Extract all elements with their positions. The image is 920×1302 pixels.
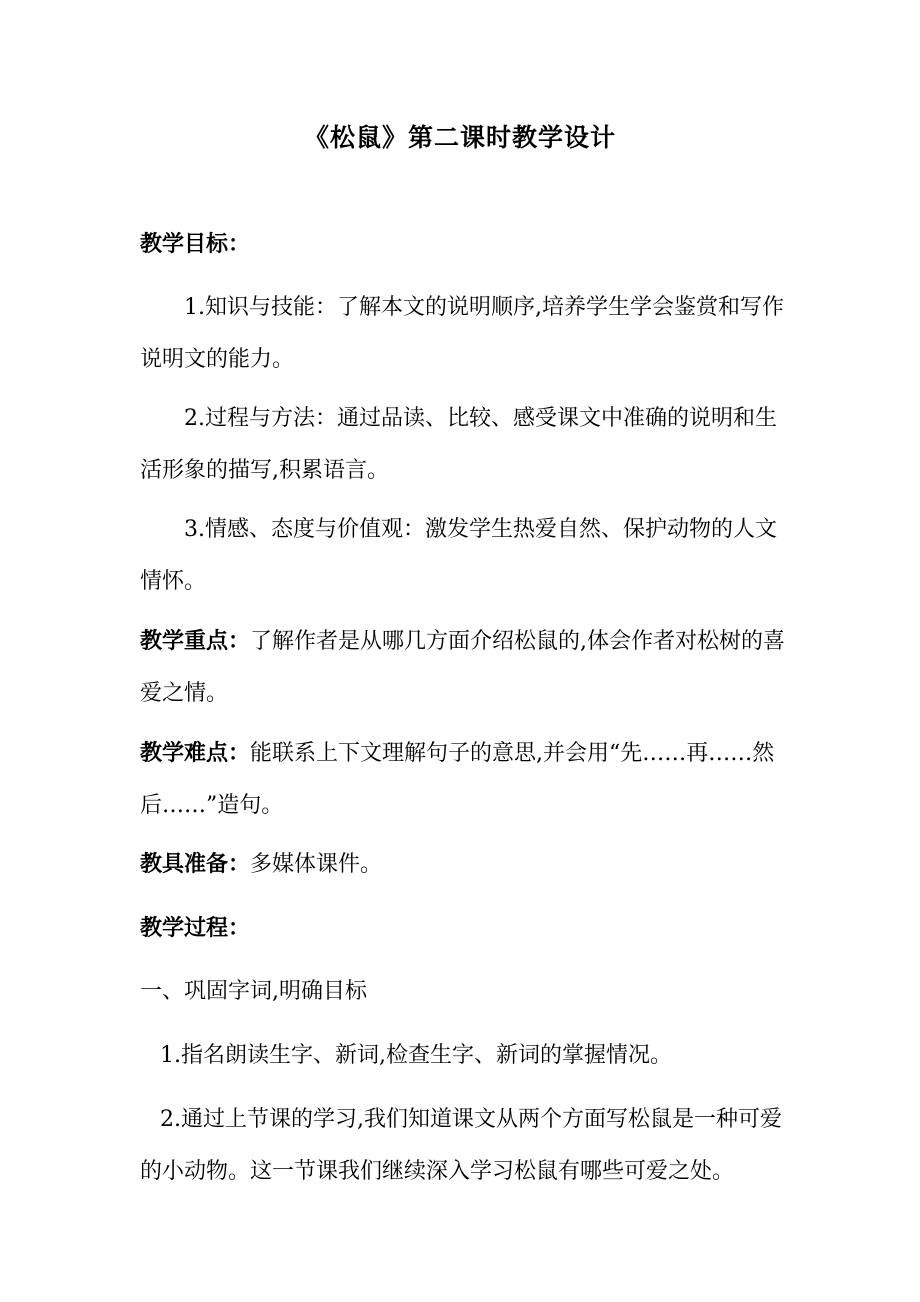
key-point-paragraph — [140, 615, 790, 720]
section-1-title: 一、巩固字词,明确目标 — [140, 979, 367, 1004]
process-step-2: 2.通过上节课的学习,我们知道课文从两个方面写松鼠是一种可爱的小动物。这一节课我们继续深入学习松鼠有哪些可爱之处。 — [140, 1107, 782, 1184]
objective-item-2: 2.过程与方法：通过品读、比较、感受课文中准确的说明和生活形象的描写,积累语言。 — [140, 406, 777, 483]
tools-label: 教具准备： — [140, 851, 251, 877]
key-point-text: 了解作者是从哪几方面介绍松鼠的,体会作者对松树的喜爱之情。 — [140, 629, 786, 706]
process-heading: 教学过程： — [140, 915, 251, 941]
objectives-heading: 教学目标： — [140, 231, 251, 257]
difficulty-paragraph — [140, 727, 790, 832]
difficulty-label: 教学难点： — [140, 740, 251, 766]
key-point-label: 教学重点： — [140, 628, 251, 654]
tools-paragraph — [140, 838, 790, 891]
objective-item-3: 3.情感、态度与价值观：激发学生热爱自然、保护动物的人文情怀。 — [140, 517, 777, 594]
process-step-1: 1.指名朗读生字、新词,检查生字、新词的掌握情况。 — [160, 1043, 672, 1068]
document-title: 《松鼠》第二课时教学设计 — [303, 123, 616, 152]
tools-text: 多媒体课件。 — [250, 852, 383, 877]
objective-item-1: 1.知识与技能：了解本文的说明顺序,培养学生学会鉴赏和写作说明文的能力。 — [140, 295, 784, 372]
difficulty-text: 能联系上下文理解句子的意思,并会用“先……再……然后……”造句。 — [140, 741, 775, 818]
